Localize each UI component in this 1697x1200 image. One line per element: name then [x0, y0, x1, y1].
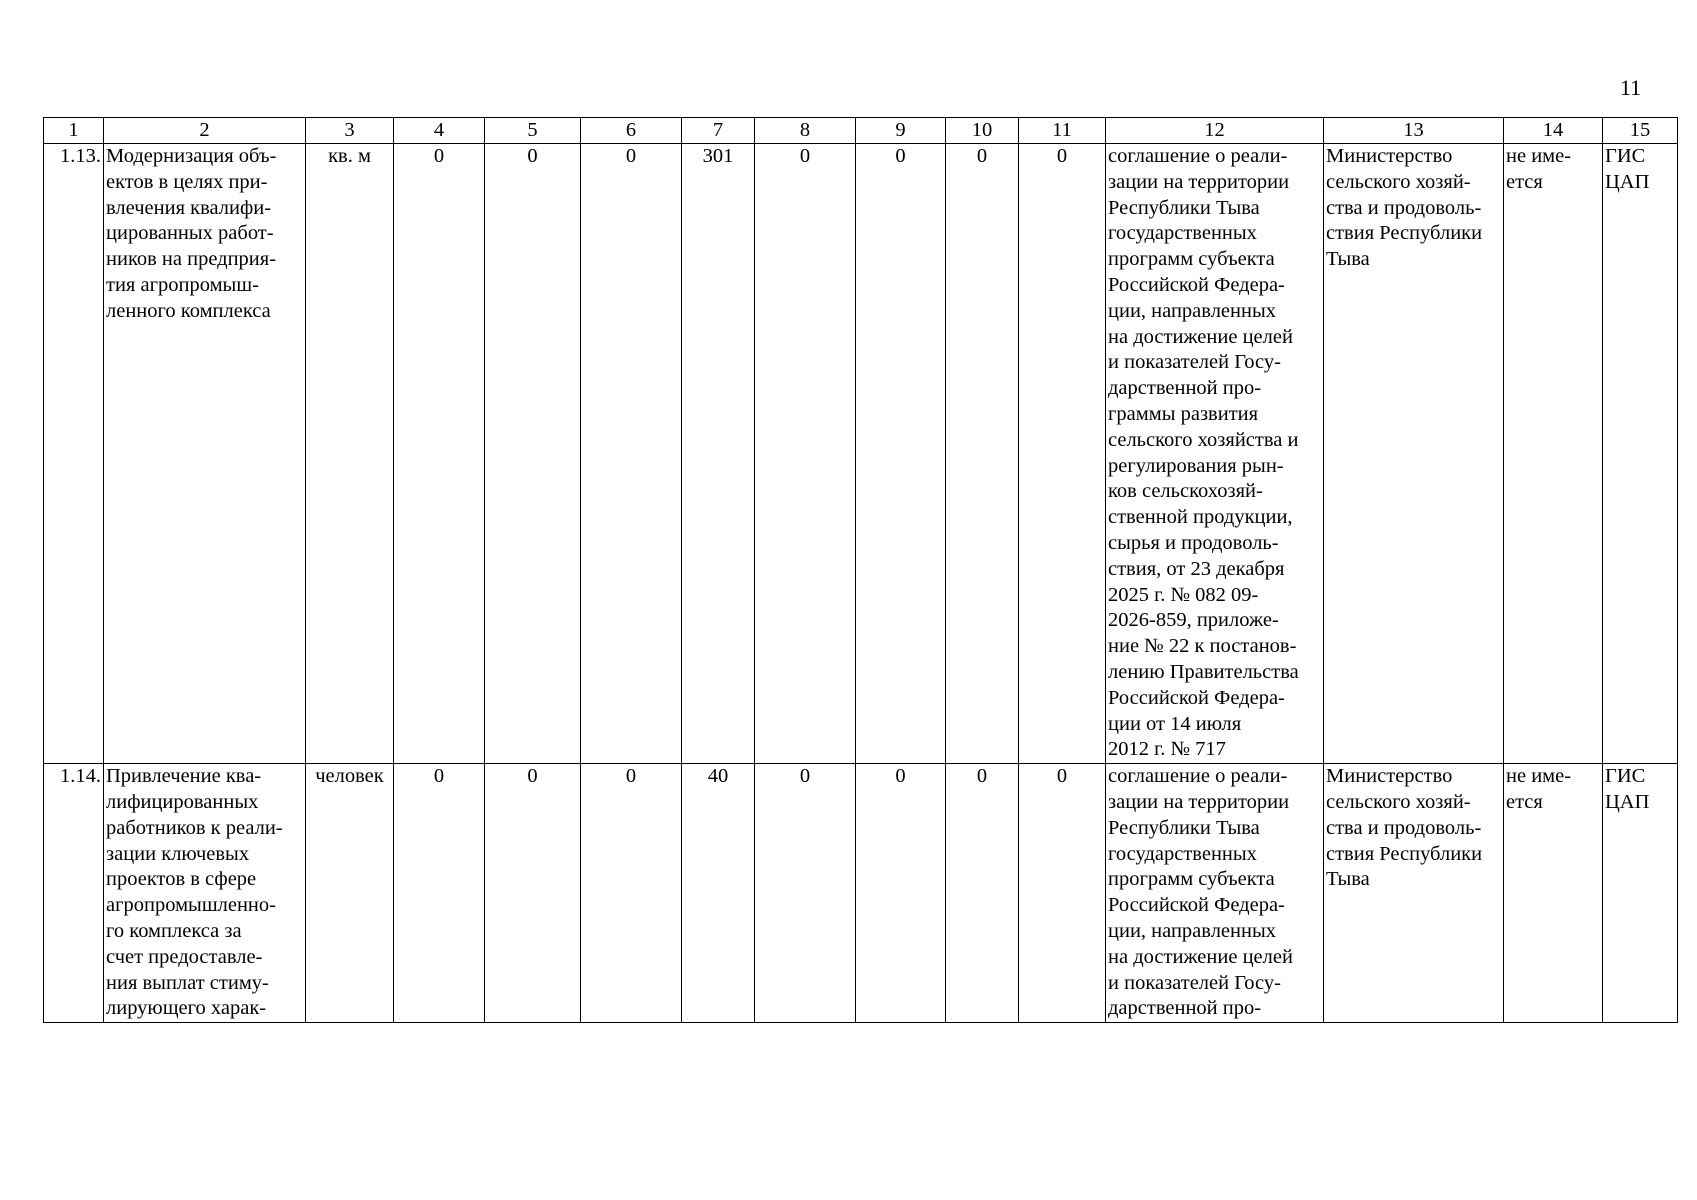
value-col-14: не име- ется [1504, 144, 1603, 764]
value-col-8: 0 [755, 764, 856, 1023]
value-col-7: 301 [682, 144, 755, 764]
header-col-5: 5 [485, 118, 581, 144]
row-responsible: Министерство сельского хозяй- ства и продоволь- ствия Республики Тыва [1324, 764, 1504, 1023]
header-col-1: 1 [44, 118, 104, 144]
row-responsible: Министерство сельского хозяй- ства и продоволь- ствия Республики Тыва [1324, 144, 1504, 764]
value-col-4: 0 [394, 764, 485, 1023]
row-name: Привлечение ква- лифицированных работников к реали- зации ключевых проектов в сфере агропромышленно- го комплекса за счет предоставле- ния выплат стиму- лирующего харак- [104, 764, 306, 1023]
value-col-7: 40 [682, 764, 755, 1023]
value-col-6: 0 [581, 144, 682, 764]
row-index: 1.13. [44, 144, 104, 764]
header-col-10: 10 [946, 118, 1019, 144]
value-col-5: 0 [485, 144, 581, 764]
header-col-4: 4 [394, 118, 485, 144]
value-col-11: 0 [1019, 764, 1106, 1023]
value-col-4: 0 [394, 144, 485, 764]
value-col-15: ГИС ЦАП [1603, 764, 1678, 1023]
header-col-2: 2 [104, 118, 306, 144]
value-col-6: 0 [581, 764, 682, 1023]
header-col-15: 15 [1603, 118, 1678, 144]
table-row [44, 764, 1678, 1023]
page-number: 11 [1620, 75, 1642, 100]
header-col-8: 8 [755, 118, 856, 144]
value-col-14: не име- ется [1504, 764, 1603, 1023]
header-col-3: 3 [306, 118, 394, 144]
value-col-9: 0 [856, 144, 946, 764]
header-col-12: 12 [1106, 118, 1324, 144]
row-basis: соглашение о реали- зации на территории Республики Тыва государственных программ субъекта Российской Федера- ции, направленных на достижение целей и показателей Госу- дарственной про- граммы развития сельского хозяйства и регулирования рын- ков сельскохозяй- ственной продукции, сырья и продоволь- ствия, от 23 декабря 2025 г. № 082 09- 2026-859, приложе- ние № 22 к постанов- лению Правительства Российской Федера- ции от 14 июля 2012 г. № 717 [1106, 144, 1324, 764]
row-unit: человек [306, 764, 394, 1023]
row-unit: кв. м [306, 144, 394, 764]
header-col-13: 13 [1324, 118, 1504, 144]
value-col-8: 0 [755, 144, 856, 764]
value-col-10: 0 [946, 764, 1019, 1023]
value-col-10: 0 [946, 144, 1019, 764]
value-col-15: ГИС ЦАП [1603, 144, 1678, 764]
row-index: 1.14. [44, 764, 104, 1023]
row-basis: соглашение о реали- зации на территории Республики Тыва государственных программ субъекта Российской Федера- ции, направленных на достижение целей и показателей Госу- дарственной про- [1106, 764, 1324, 1023]
header-col-14: 14 [1504, 118, 1603, 144]
value-col-11: 0 [1019, 144, 1106, 764]
table-row [44, 144, 1678, 764]
value-col-5: 0 [485, 764, 581, 1023]
header-col-11: 11 [1019, 118, 1106, 144]
data-table [43, 117, 1678, 1023]
header-col-9: 9 [856, 118, 946, 144]
header-col-7: 7 [682, 118, 755, 144]
header-col-6: 6 [581, 118, 682, 144]
header-row [44, 118, 1678, 144]
row-name: Модернизация объ- ектов в целях при- влечения квалифи- цированных работ- ников на предприя- тия агропромыш- ленного комплекса [104, 144, 306, 764]
value-col-9: 0 [856, 764, 946, 1023]
